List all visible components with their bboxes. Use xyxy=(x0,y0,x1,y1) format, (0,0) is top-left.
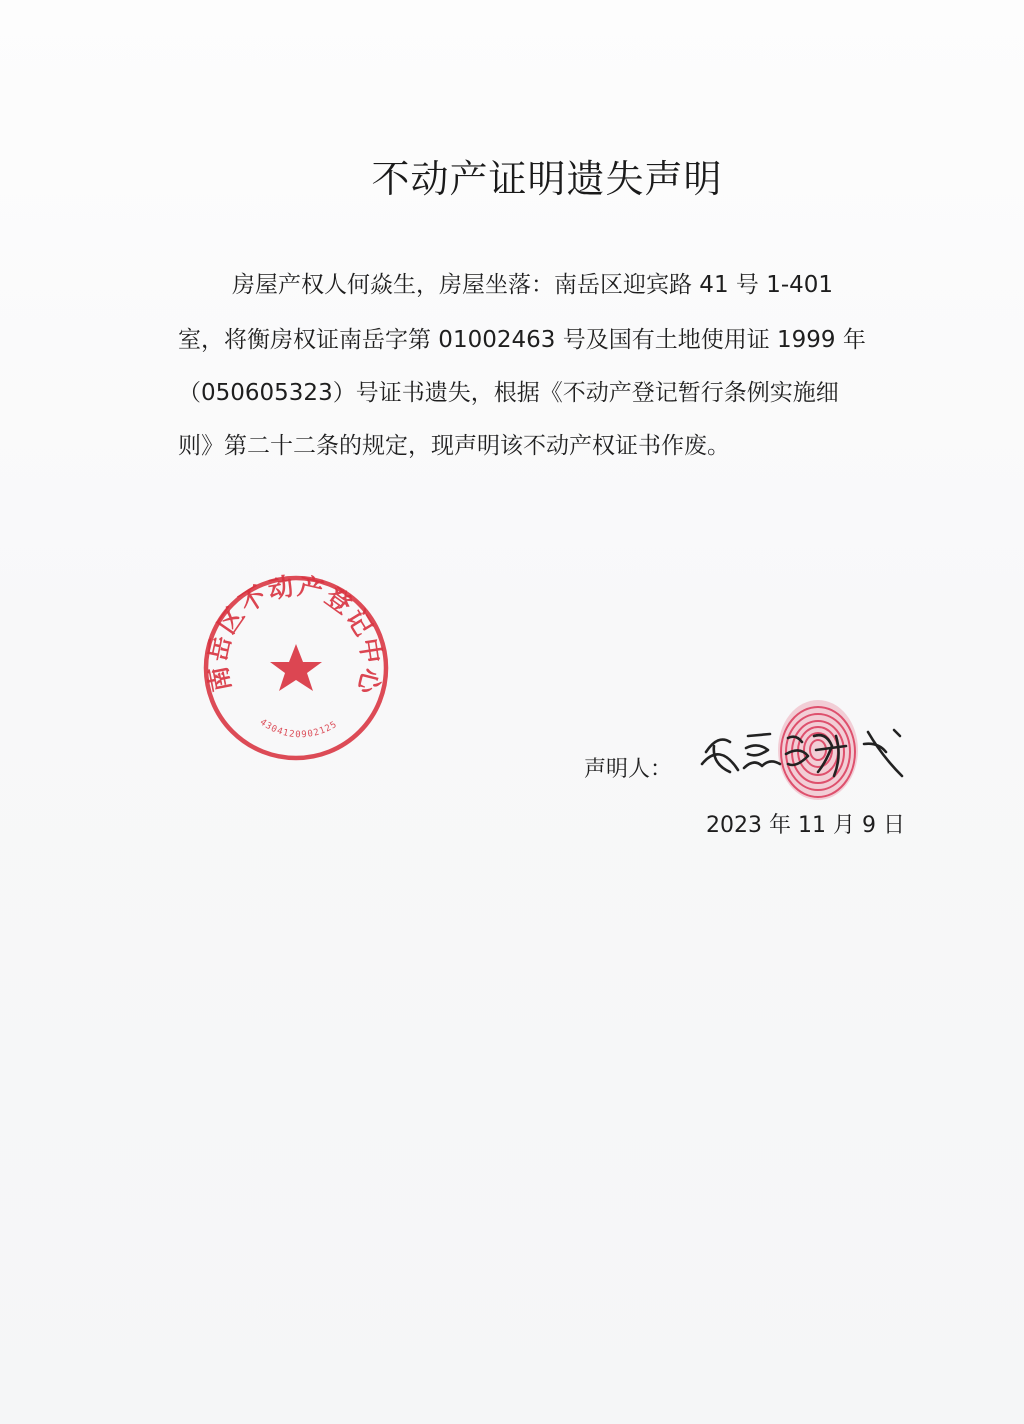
body-line: 室，将衡房权证南岳字第 01002463 号及国有土地使用证 1999 年 xyxy=(178,327,866,353)
seal-text: 南岳区不动产登记中心 xyxy=(202,572,387,699)
svg-text:4304120902125 xyxy=(258,718,340,741)
body-line: （050605323）号证书遗失，根据《不动产登记暂行条例实施细 xyxy=(178,380,839,406)
document-title: 不动产证明遗失声明 xyxy=(371,157,723,201)
handwritten-signature xyxy=(696,712,916,786)
body-line: 则》第二十二条的规定，现声明该不动产权证书作废。 xyxy=(178,433,730,459)
official-seal-stamp xyxy=(200,572,392,764)
star-icon xyxy=(270,644,322,691)
declaration-date: 2023 年 11 月 9 日 xyxy=(706,813,905,838)
declarer-label: 声明人： xyxy=(584,757,673,782)
seal-code: 4304120902125 xyxy=(257,717,340,741)
body-line: 房屋产权人何焱生，房屋坐落：南岳区迎宾路 41 号 1-401 xyxy=(232,272,834,298)
